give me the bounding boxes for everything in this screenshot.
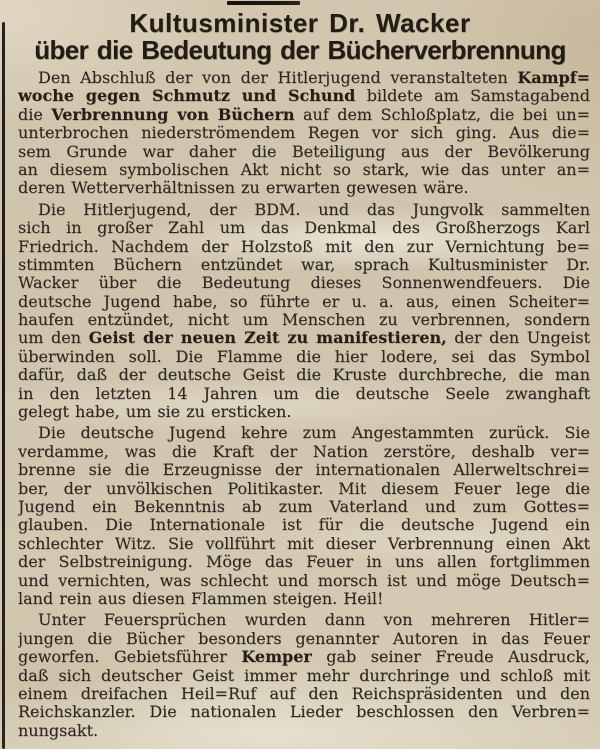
text-segment: brenne sie die Erzeugnisse der internationalen Allerweltschrei= [18, 461, 590, 480]
bold-text-segment: Kampf= [517, 69, 590, 87]
text-line [18, 630, 590, 648]
text-line [18, 590, 590, 608]
bold-text-segment: Verbrennung von Büchern [51, 105, 295, 124]
text-segment: schlechter Witz. Sie vollführt mit dieser Verbrennung einen Akt [18, 534, 590, 553]
paragraph [18, 611, 590, 740]
title-line-2: über die Bedeutung der Bücherverbrennung [34, 35, 566, 65]
text-segment: unterbrochen niederströmendem Regen vor sich ging. Aus die= [18, 124, 590, 143]
text-line [18, 480, 590, 498]
text-segment: glauben. Die Internationale ist für die deutsche Jugend ein [18, 516, 590, 535]
text-segment: Unter Feuersprüchen wurden dann von mehreren Hitler= [38, 611, 590, 630]
text-segment: deren Wetterverhältnissen zu erwarten gewesen wäre. [18, 179, 469, 198]
text-segment: in den letzten 14 Jahren um die deutsche Seele zwanghaft [18, 384, 590, 403]
text-segment: dafür, daß der deutsche Geist die Kruste durchbreche, die man [18, 366, 590, 385]
text-segment: nungsakt. [18, 721, 99, 740]
text-line [18, 461, 590, 479]
text-segment: der Selbstreinigung. Möge das Feuer in uns allen fortglimmen [18, 553, 590, 572]
text-line [18, 667, 590, 685]
text-line [18, 256, 590, 274]
title-line-1: Kultusminister Dr. Wacker [129, 8, 471, 38]
text-line [18, 685, 590, 703]
text-line [18, 535, 590, 553]
text-segment: sem Grunde war daher die Beteiligung aus der Bevölkerung [18, 142, 590, 161]
text-line [18, 572, 590, 590]
text-segment: Jugend ein Bekenntnis ab zum Vaterland und zum Gottes= [18, 497, 590, 516]
text-line [18, 201, 590, 219]
bold-text-segment: Geist der neuen Zeit zu manifestieren, [88, 329, 447, 348]
text-line [18, 293, 590, 311]
text-line [18, 161, 590, 179]
text-segment: gelegt habe, um sie zu ersticken. [18, 403, 292, 422]
text-segment: daß sich deutscher Geist immer mehr durchringe und schloß mit [18, 666, 590, 685]
text-segment: Wacker über die Bedeutung dieses Sonnenwendfeuers. Die [18, 274, 590, 293]
text-line [18, 311, 590, 329]
text-line [18, 553, 590, 571]
text-line [18, 106, 590, 124]
text-line [18, 124, 590, 142]
text-segment: überwinden soll. Die Flamme die hier lodere, sei das Symbol [18, 347, 590, 366]
text-segment: haufen entzündet, nicht um Menschen zu verbrennen, sondern [18, 311, 590, 330]
text-line [18, 648, 590, 666]
paragraph [18, 201, 590, 422]
text-line [18, 498, 590, 516]
text-segment: Die deutsche Jugend kehre zum Angestammten zurück. Sie [38, 424, 590, 443]
text-line [18, 219, 590, 237]
text-segment: ber, der unvölkischen Politikaster. Mit diesem Feuer lege die [18, 479, 590, 498]
text-segment: die [18, 105, 52, 124]
text-segment: der den Ungeist [446, 329, 590, 348]
text-line [18, 722, 590, 740]
text-line [18, 238, 590, 256]
text-segment: jungen die Bücher besonders genannter Autoren in das Feuer [18, 629, 590, 648]
article-body [0, 69, 600, 740]
text-line [18, 329, 590, 347]
paragraph [18, 424, 590, 608]
text-line [18, 366, 590, 384]
text-line [18, 143, 590, 161]
bold-text-segment: woche gegen Schmutz und Schund [18, 87, 356, 106]
text-segment: Die Hitlerjugend, der BDM. und das Jungvolk sammelten [38, 200, 590, 219]
text-line [18, 179, 590, 197]
text-segment: Den Abschluß der von der Hitlerjugend veranstalteten [38, 69, 518, 87]
text-segment: sich in großer Zahl um das Denkmal des Großherzogs Karl [18, 219, 590, 238]
text-segment: land rein aus diesen Flammen steigen. Heil! [18, 589, 384, 608]
article-title [0, 0, 600, 64]
text-segment: stimmten Büchern entzündet war, sprach Kultusminister Dr. [18, 255, 590, 274]
text-line [18, 424, 590, 442]
text-line [18, 274, 590, 292]
text-segment: deutsche Jugend habe, so führte er u. a. aus, einen Scheiter= [18, 292, 590, 311]
text-segment: auf dem Schloßplatz, die bei un= [294, 105, 590, 124]
column-rule [2, 22, 5, 749]
paragraph [18, 69, 590, 198]
text-line [18, 703, 590, 721]
text-line [18, 403, 590, 421]
text-segment: bildete am Samstagabend [355, 87, 590, 106]
text-segment: gab seiner Freude Ausdruck, [311, 648, 590, 667]
text-line [18, 443, 590, 461]
text-line [18, 611, 590, 629]
text-line [18, 516, 590, 534]
text-segment: und vernichten, was schlecht und morsch ist und möge Deutsch= [18, 571, 590, 590]
text-line [18, 87, 590, 105]
text-line [18, 348, 590, 366]
text-segment: einem dreifachen Heil=Ruf auf den Reichspräsidenten und den [18, 684, 590, 703]
text-segment: an diesem symbolischen Akt nicht so stark, wie das unter an= [18, 160, 590, 179]
text-line [18, 69, 590, 87]
text-line [18, 385, 590, 403]
text-segment: verdamme, was die Kraft der Nation zerstöre, deshalb ver= [18, 442, 590, 461]
text-segment: um den [18, 329, 89, 348]
text-segment: geworfen. Gebietsführer [18, 648, 242, 667]
top-divider-rule [227, 1, 300, 5]
text-segment: Friedrich. Nachdem der Holzstoß mit den zur Vernichtung be= [18, 237, 590, 256]
text-segment: Reichskanzler. Die nationalen Lieder beschlossen den Verbren= [18, 703, 590, 722]
bold-text-segment: Kemper [241, 648, 312, 667]
